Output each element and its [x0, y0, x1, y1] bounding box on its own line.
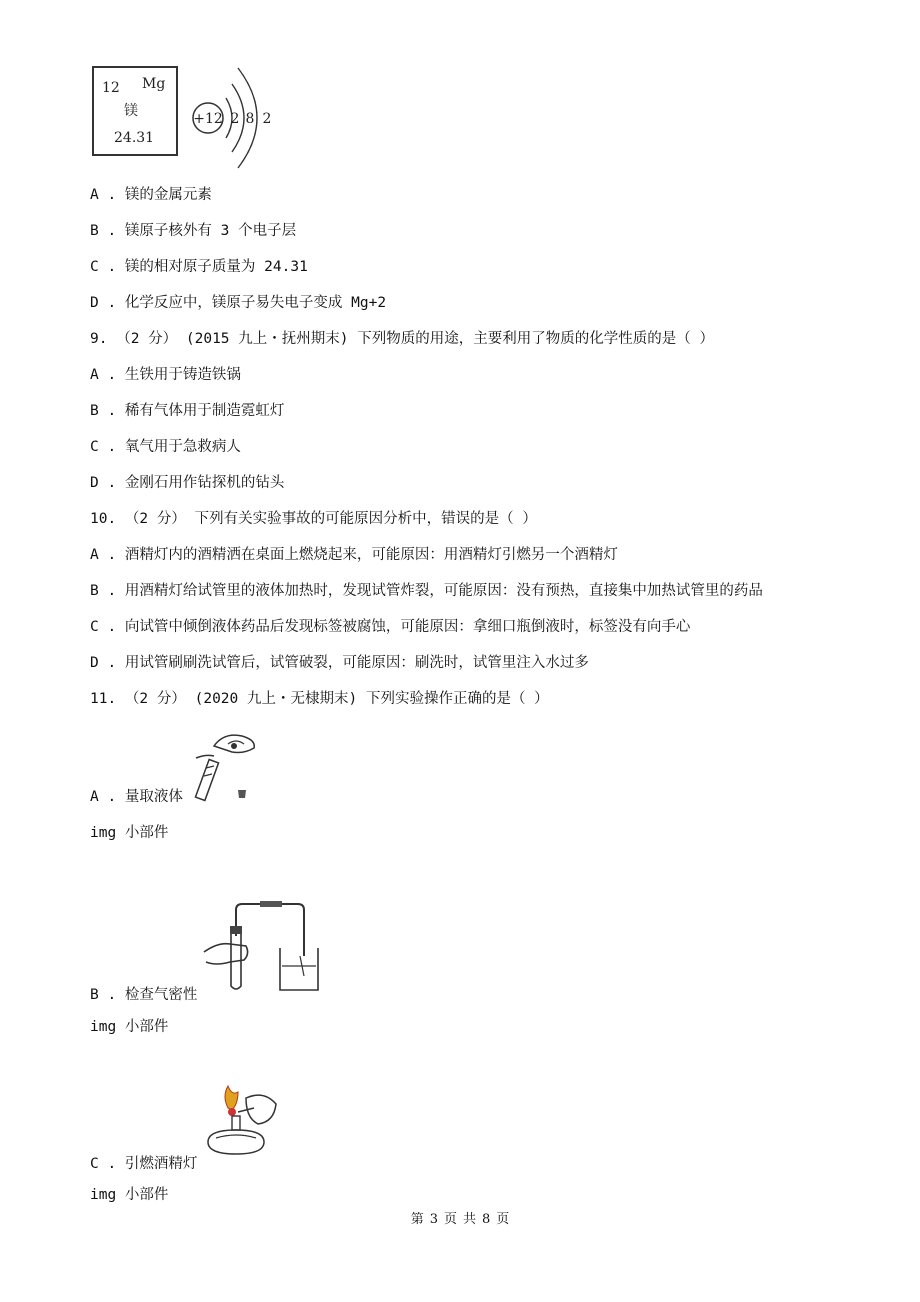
footer-total-word: 共 [463, 1212, 477, 1227]
q10-option-a: A . 酒精灯内的酒精洒在桌面上燃烧起来，可能原因：用酒精灯引燃另一个酒精灯 [90, 547, 618, 563]
shell-electrons-2: 8 [245, 111, 255, 127]
footer-suffix: 页 [496, 1212, 510, 1227]
q10-option-b: B . 用酒精灯给试管里的液体加热时，发现试管炸裂，可能原因：没有预热，直接集中加热试管里的药品 [90, 583, 763, 599]
q9-option-d: D . 金刚石用作钻探机的钻头 [90, 475, 285, 491]
footer-total-pages: 8 [482, 1212, 491, 1227]
shell-electrons-3: 2 [262, 111, 272, 127]
footer-page-word: 页 [443, 1212, 457, 1227]
q9-option-c: C . 氧气用于急救病人 [90, 439, 241, 455]
atom-structure-diagram [186, 62, 286, 172]
element-card [92, 66, 178, 156]
q8-option-d: D . 化学反应中，镁原子易失电子变成 Mg+2 [90, 295, 387, 311]
atomic-mass: 24.31 [114, 130, 155, 146]
q11-option-a: A . 量取液体 [90, 789, 183, 805]
page-footer [0, 1208, 920, 1227]
alcohol-lamp-illustration [198, 1082, 282, 1166]
q11-stem: 11. （2 分） (2020 九上・无棣期末) 下列实验操作正确的是（ ） [90, 691, 549, 707]
q9-option-b: B . 稀有气体用于制造霓虹灯 [90, 403, 285, 419]
airtightness-check-illustration [200, 896, 332, 996]
footer-prefix: 第 [410, 1212, 424, 1227]
q9-stem: 9. （2 分） (2015 九上・抚州期末) 下列物质的用途，主要利用了物质的化学性质的是（ ） [90, 331, 714, 347]
footer-page-number: 3 [429, 1212, 438, 1227]
q8-option-c: C . 镁的相对原子质量为 24.31 [90, 259, 308, 275]
q10-option-d: D . 用试管刷刷洗试管后，试管破裂，可能原因：刷洗时，试管里注入水过多 [90, 655, 589, 671]
nucleus-label: +12 [193, 111, 223, 127]
q8-option-b: B . 镁原子核外有 3 个电子层 [90, 223, 297, 239]
atomic-number: 12 [102, 80, 120, 96]
element-symbol: Mg [142, 76, 166, 92]
q11-option-b: B . 检查气密性 [90, 987, 198, 1003]
q11-option-c-caption: img 小部件 [90, 1187, 169, 1203]
measuring-liquid-illustration [184, 726, 264, 806]
shell-electrons-1: 2 [230, 111, 240, 127]
q9-option-a: A . 生铁用于铸造铁锅 [90, 367, 241, 383]
element-name: 镁 [124, 103, 138, 119]
q11-option-a-caption: img 小部件 [90, 825, 169, 841]
q11-option-c: C . 引燃酒精灯 [90, 1156, 198, 1172]
q8-option-a: A . 镁的金属元素 [90, 187, 212, 203]
q10-option-c: C . 向试管中倾倒液体药品后发现标签被腐蚀，可能原因：拿细口瓶倒液时，标签没有向手心 [90, 619, 691, 635]
q11-option-b-caption: img 小部件 [90, 1019, 169, 1035]
q10-stem: 10. （2 分） 下列有关实验事故的可能原因分析中，错误的是（ ） [90, 511, 537, 527]
